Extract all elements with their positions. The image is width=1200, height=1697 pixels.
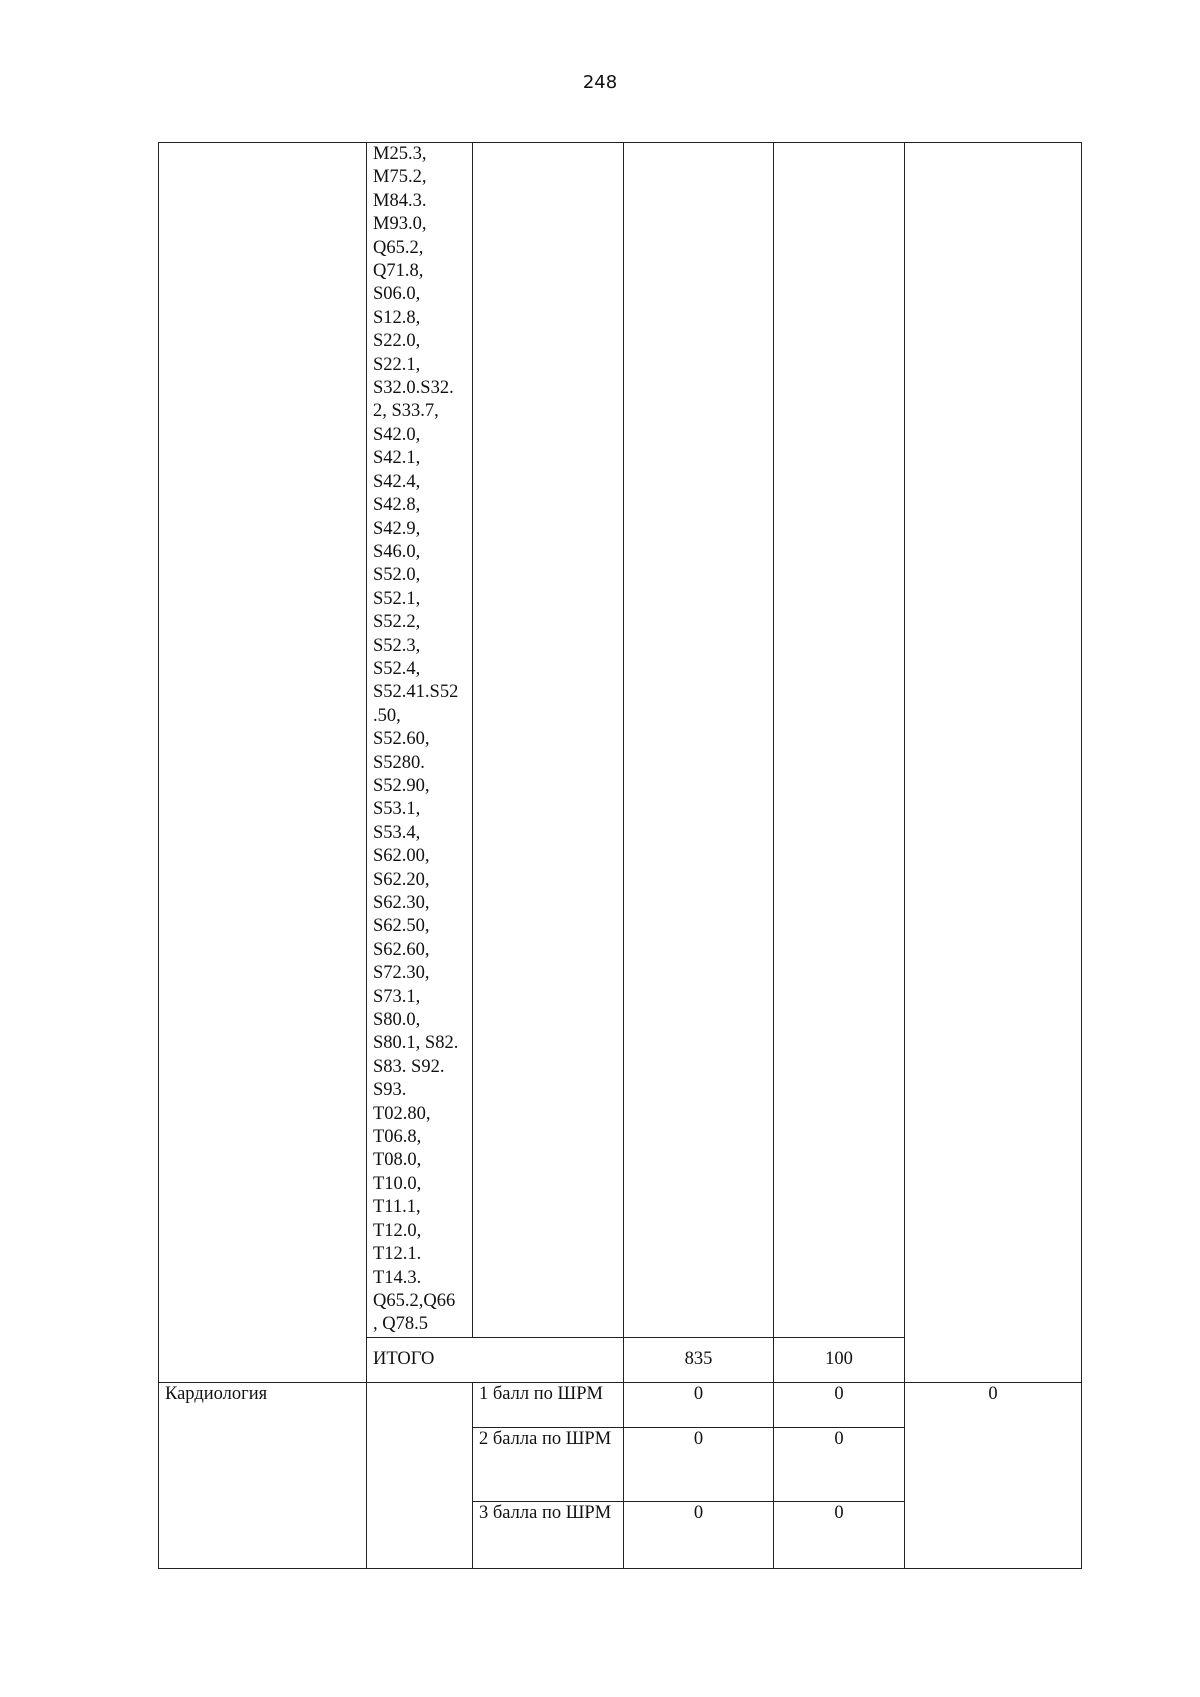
department-cell-empty [159,143,367,1383]
diagnosis-code-line: .50, [373,705,401,726]
diagnosis-code-line: S42.0, [373,424,421,445]
diagnosis-code-line: T06.8, [373,1127,422,1148]
page-number: 248 [582,72,618,93]
diagnosis-code-line: T12.0, [373,1220,422,1241]
diagnosis-code-line: S62.00, [373,846,430,867]
diagnosis-code-line: S53.4, [373,822,421,843]
diagnosis-code-line: S62.30, [373,893,430,913]
diagnosis-code-line: S32.0.S32. [373,378,454,399]
diagnosis-code-line: M84.3. [373,190,427,211]
score-percent: 0 [774,1382,905,1427]
score-percent: 0 [774,1501,905,1568]
diagnosis-code-line: T10.0, [373,1173,422,1194]
empty-cell [774,143,905,1338]
score-label: 2 балла по ШРМ [473,1427,624,1501]
total-percent: 100 [774,1337,905,1382]
diagnosis-code-line: S83. S92. [373,1056,445,1077]
empty-cell [367,1382,473,1568]
diagnosis-code-line: T08.0, [373,1150,422,1171]
diagnosis-code-line: S46.0, [373,541,421,562]
diagnosis-code-line: S22.0, [373,331,421,352]
diagnosis-code-line: T14.3. [373,1267,422,1288]
diagnosis-code-line: S73.1, [373,986,421,1007]
diagnosis-code-line: M93.0, [373,214,427,235]
diagnosis-code-line: S06.0, [373,284,421,305]
score-label: 3 балла по ШРМ [473,1501,624,1568]
score-count: 0 [624,1382,774,1427]
empty-cell [473,143,624,1338]
diagnosis-code-line: S52.90, [373,775,430,796]
diagnosis-code-line: S62.60, [373,939,430,960]
department-cardiology: Кардиология [159,1382,367,1568]
diagnosis-code-line: 2, S33.7, [373,401,439,422]
diagnosis-code-line: Q71.8, [373,261,424,282]
diagnosis-code-line: S52.0, [373,565,421,586]
diagnosis-codes-cell [367,143,473,1338]
empty-cell [905,143,1082,1383]
diagnosis-code-line: S52.3, [373,635,421,656]
diagnosis-code-line: S72.30, [373,963,430,984]
diagnosis-code-line: S52.4, [373,658,421,679]
diagnosis-code-line: M75.2, [373,167,427,188]
diagnosis-code-line: , Q78.5 [373,1314,428,1335]
statistics-table [158,142,1082,1569]
score-percent: 0 [774,1427,905,1501]
diagnosis-code-line: S93. [373,1080,407,1101]
score-label: 1 балл по ШРМ [473,1382,624,1427]
empty-cell [624,143,774,1338]
diagnosis-code-line: S42.9, [373,518,421,539]
score-count: 0 [624,1427,774,1501]
codes-row [159,143,1082,1338]
diagnosis-codes-list [373,143,466,1337]
diagnosis-code-line: S22.1, [373,354,421,375]
diagnosis-code-line: T02.80, [373,1103,431,1124]
diagnosis-code-line: Q65.2,Q66 [373,1290,456,1311]
diagnosis-code-line: T11.1, [373,1197,421,1218]
diagnosis-code-line: S62.20, [373,869,430,890]
diagnosis-code-line: S62.50, [373,916,430,937]
diagnosis-code-line: S80.0, [373,1010,421,1031]
cardiology-overall: 0 [905,1382,1082,1568]
diagnosis-code-line: S5280. [373,752,425,773]
diagnosis-code-line: S42.4, [373,471,421,492]
diagnosis-code-line: Q65.2, [373,237,424,258]
score-count: 0 [624,1501,774,1568]
diagnosis-code-line: M25.3, [373,144,427,164]
diagnosis-code-line: S42.1, [373,448,421,469]
diagnosis-code-line: S52.1, [373,588,421,609]
total-count: 835 [624,1337,774,1382]
diagnosis-code-line: S52.2, [373,612,421,633]
diagnosis-code-line: S52.60, [373,729,430,750]
diagnosis-code-line: S53.1, [373,799,421,820]
diagnosis-code-line: T12.1. [373,1244,422,1265]
cardiology-row-1 [159,1382,1082,1427]
diagnosis-code-line: S52.41.S52 [373,682,459,703]
diagnosis-code-line: S80.1, S82. [373,1033,459,1054]
total-label: ИТОГО [367,1337,624,1382]
diagnosis-code-line: S12.8, [373,307,421,328]
diagnosis-code-line: S42.8, [373,495,421,516]
